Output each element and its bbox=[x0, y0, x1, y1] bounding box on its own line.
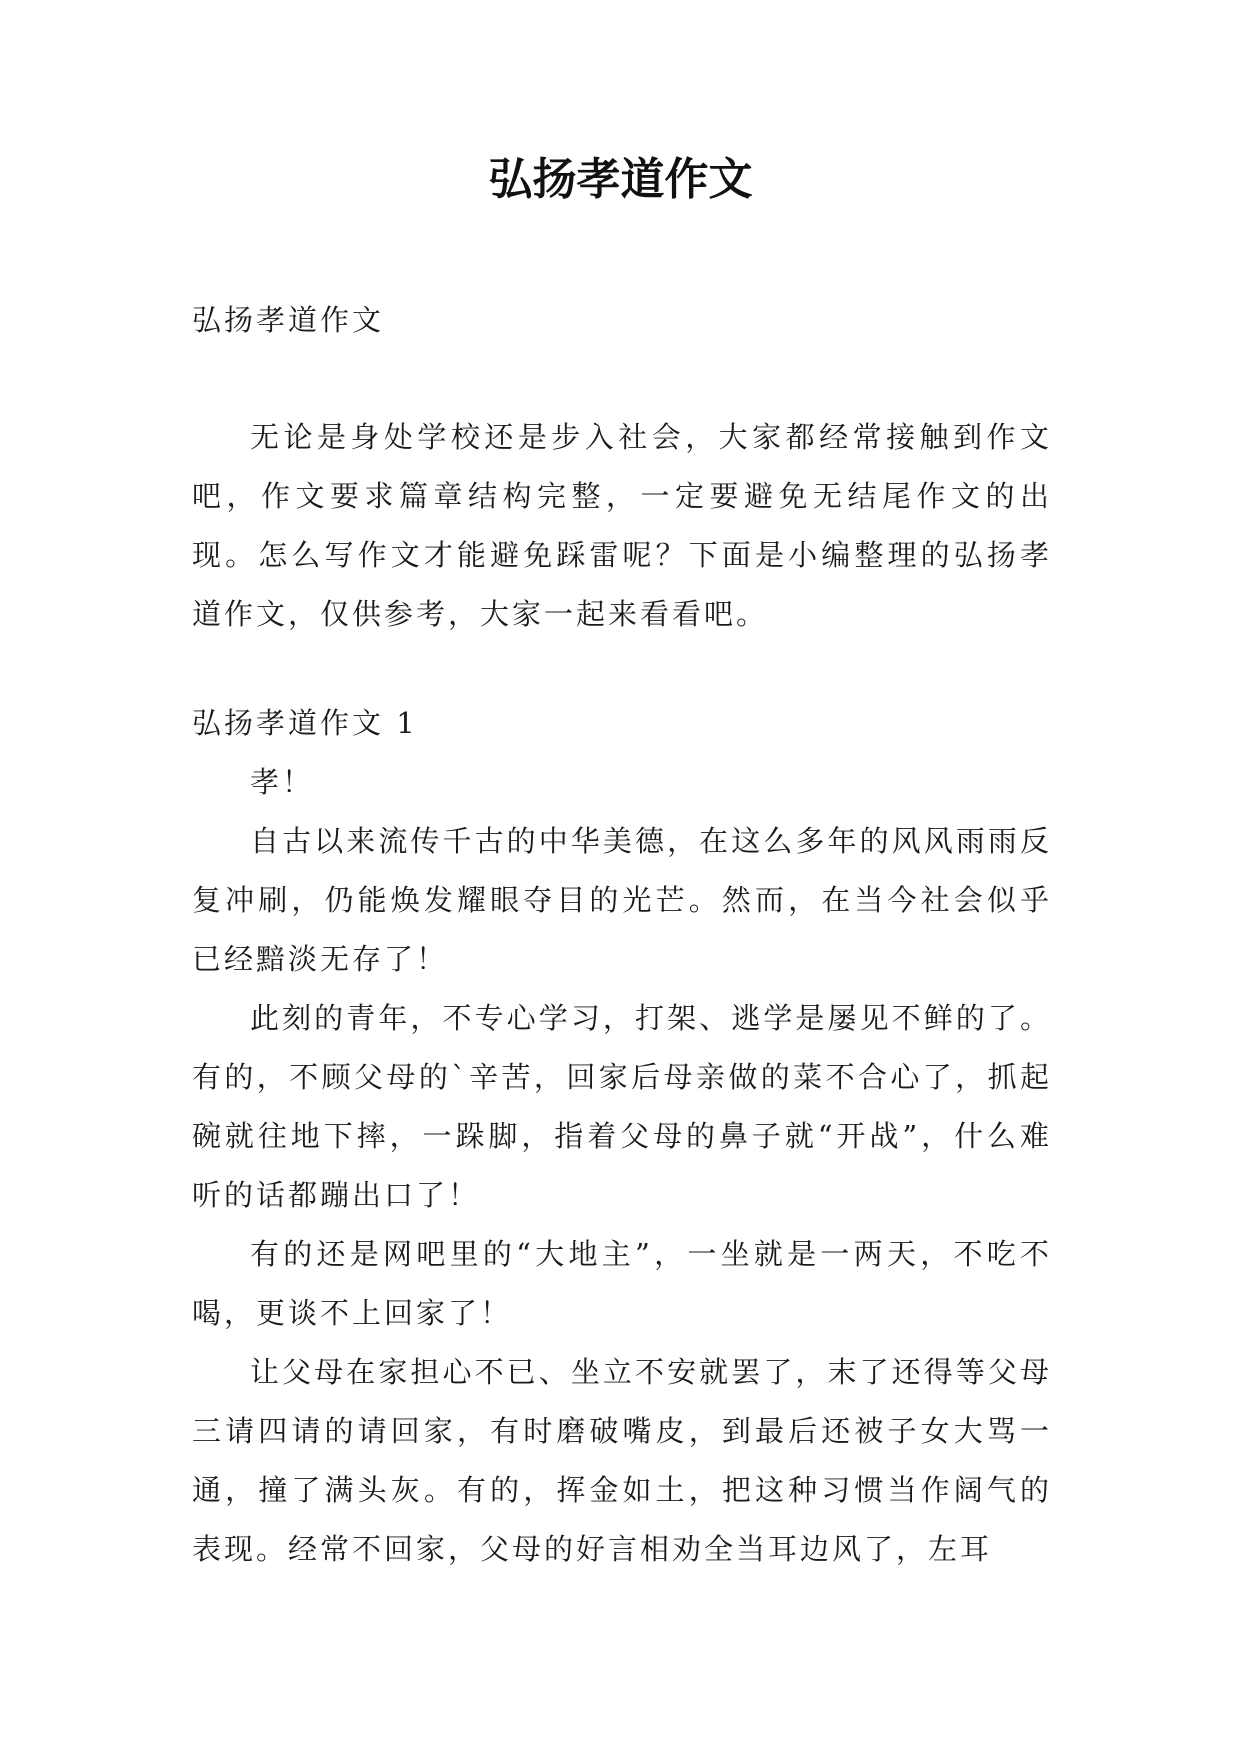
intro-paragraph: 无论是身处学校还是步入社会，大家都经常接触到作文吧，作文要求篇章结构完整，一定要避免无结尾作文的出现。怎么写作文才能避免踩雷呢？下面是小编整理的弘扬孝道作文，仅供参考，大家一起来看看吧。 bbox=[192, 420, 1052, 631]
body-paragraph: 有的还是网吧里的“大地主”，一坐就是一两天，不吃不喝，更谈不上回家了！ bbox=[192, 1237, 1052, 1330]
body-paragraph: 此刻的青年，不专心学习，打架、逃学是屡见不鲜的了。有的，不顾父母的`辛苦，回家后母亲做的菜不合心了，抓起碗就往地下摔，一跺脚，指着父母的鼻子就“开战”，什么难听的话都蹦出口了！ bbox=[192, 1001, 1052, 1212]
spacer bbox=[192, 350, 1052, 408]
document-body bbox=[192, 290, 1052, 1579]
document-title: 弘扬孝道作文 bbox=[488, 154, 753, 205]
document-subtitle: 弘扬孝道作文 bbox=[192, 303, 385, 337]
section-heading: 弘扬孝道作文 1 bbox=[192, 706, 418, 740]
body-paragraph: 让父母在家担心不已、坐立不安就罢了，末了还得等父母三请四请的请回家，有时磨破嘴皮，到最后还被子女大骂一通，撞了满头灰。有的，挥金如土，把这种习惯当作阔气的表现。经常不回家，父母的好言相劝全当耳边风了，左耳 bbox=[192, 1355, 1052, 1566]
spacer bbox=[192, 644, 1052, 694]
body-paragraph: 自古以来流传千古的中华美德，在这么多年的风风雨雨反复冲刷，仍能焕发耀眼夺目的光芒。然而，在当今社会似乎已经黯淡无存了！ bbox=[192, 824, 1052, 976]
body-paragraph: 孝！ bbox=[250, 765, 315, 799]
